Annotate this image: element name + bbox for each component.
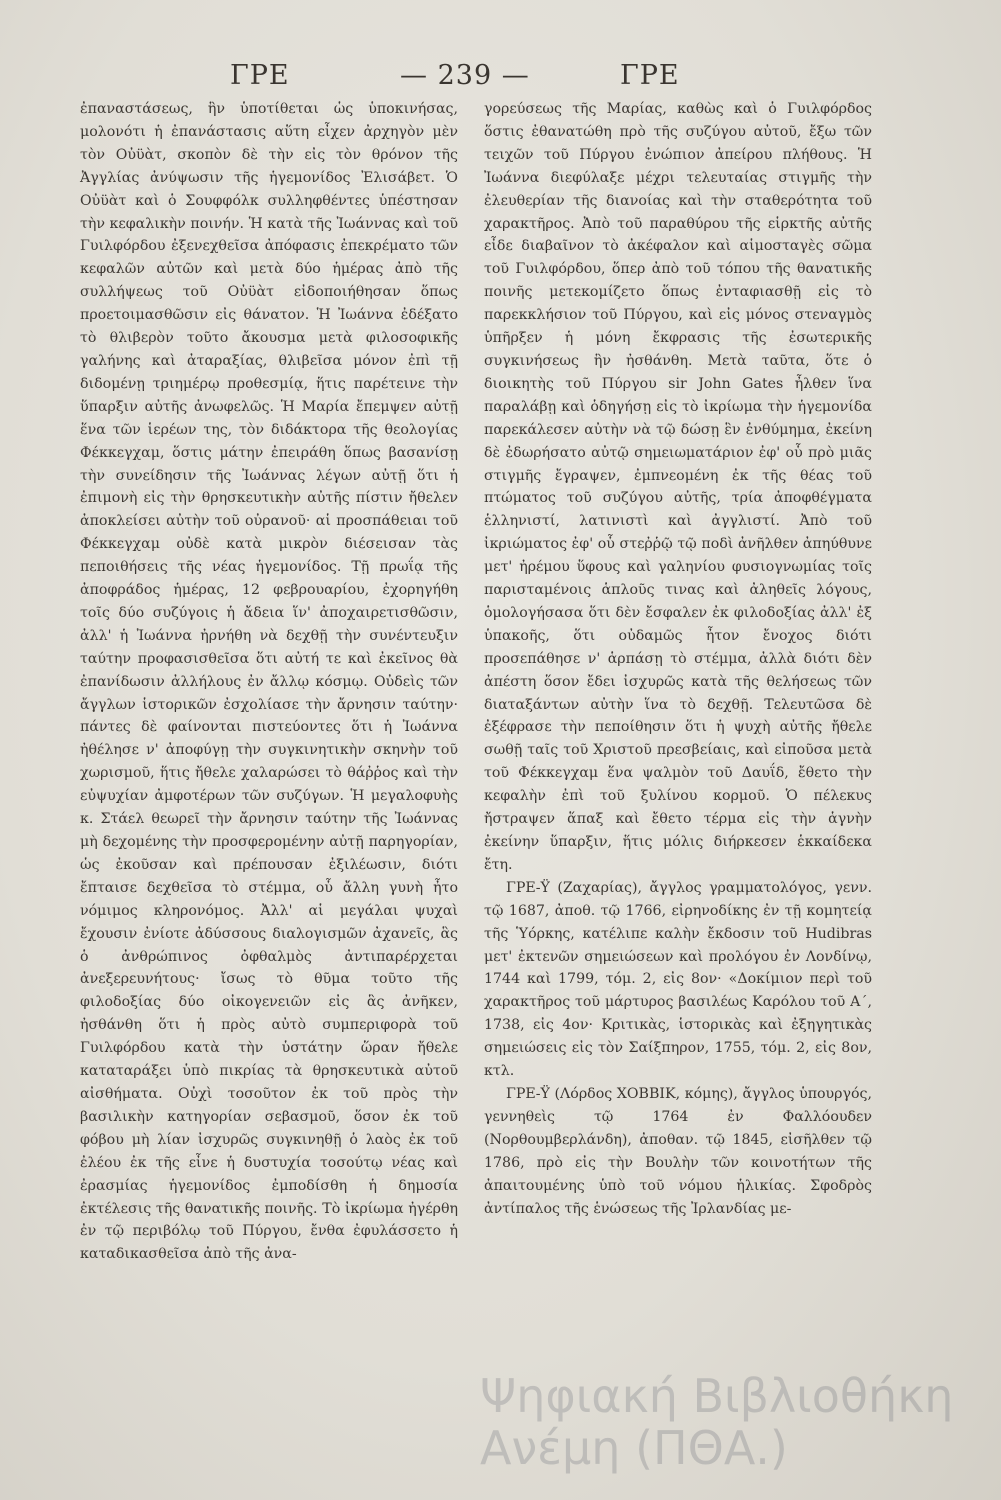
page-number: — 239 —: [400, 60, 530, 91]
header-right-keyword: ΓΡΕ: [620, 60, 680, 91]
left-column-paragraph: ἐπαναστάσεως, ἣν ὑποτίθεται ὡς ὑποκινήσας, μολονότι ἡ ἐπανάστασις αὕτη εἶχεν ἀρχηγὸν μὲν τὸν Οὐϋὰτ, σκοπὸν δὲ τὴν εἰς τὸν θρόνον τῆς Ἀγγλίας ἀνύψωσιν τῆς ἡγεμονίδος Ἐλισάβετ. Ὁ Οὐϋὰτ καὶ ὁ Σουφφόλκ συλληφθέντες ὑπέστησαν τὴν κεφαλικὴν ποινήν. Ἡ κατὰ τῆς Ἰωάννας καὶ τοῦ Γυιλφόρδου ἐξενεχθεῖσα ἀπόφασις ἐπεκρέματο τῶν κεφαλῶν αὐτῶν καὶ μετὰ δύο ἡμέρας ἀπὸ τῆς συλλήψεως τοῦ Οὐϋὰτ εἰδοποιήθησαν ὅπως προετοιμασθῶσιν εἰς θάνατον. Ἡ Ἰωάννα ἐδέξατο τὸ θλιβερὸν τοῦτο ἄκουσμα μετὰ φιλοσοφικῆς γαλήνης καὶ ἀταραξίας, θλιβεῖσα μόνον ἐπὶ τῇ διδομένῃ τριημέρῳ προθεσμίᾳ, ἥτις παρέτεινε τὴν ὕπαρξιν αὐτῆς ἀνωφελῶς. Ἡ Μαρία ἔπεμψεν αὐτῇ ἕνα τῶν ἱερέων της, τὸν διδάκτορα τῆς θεολογίας Φέκκεγχαμ, ὅστις μάτην ἐπειράθη ὅπως βασανίσῃ τὴν συνείδησιν τῆς Ἰωάννας λέγων αὐτῇ ὅτι ἡ ἐπιμονὴ εἰς τὴν θρησκευτικὴν αὐτῆς πίστιν ἤθελεν ἀποκλείσει αὐτὴν τοῦ οὐρανοῦ· αἱ προσπάθειαι τοῦ Φέκκεγχαμ οὐδὲ κατὰ μικρὸν διέσεισαν τὰς πεποιθήσεις τῆς νέας ἡγεμονίδος. Τῇ πρωΐᾳ τῆς ἀποφράδος ἡμέρας, 12 φεβρουαρίου, ἐχορηγήθη τοῖς δύο συζύγοις ἡ ἄδεια ἵν' ἀποχαιρετισθῶσιν, ἀλλ' ἡ Ἰωάννα ἠρνήθη νὰ δεχθῇ τὴν συνέντευξιν ταύτην προφασισθεῖσα ὅτι αὐτή τε καὶ ἐκεῖνος θὰ ἐπανίδωσιν ἀλλήλους ἐν ἄλλῳ κόσμῳ. Οὐδεὶς τῶν ἄγγλων ἱστορικῶν ἐσχολίασε τὴν ἄρνησιν ταύτην· πάντες δὲ φαίνονται πιστεύοντες ὅτι ἡ Ἰωάννα ἠθέλησε ν' ἀποφύγῃ τὴν συγκινητικὴν σκηνὴν τοῦ χωρισμοῦ, ἥτις ἤθελε χαλαρώσει τὸ θάῤῥος καὶ τὴν εὐψυχίαν ἀμφοτέρων τῶν συζύγων. Ἡ μεγαλοφυὴς κ. Στάελ θεωρεῖ τὴν ἄρνησιν ταύτην τῆς Ἰωάννας μὴ δεχομένης τὴν προσφερομένην αὐτῇ παρηγορίαν, ὡς ἐκοῦσαν καὶ πρέπουσαν ἐξιλέωσιν, διότι ἔπταισε δεχθεῖσα τὸ στέμμα, οὗ ἄλλη γυνὴ ἦτο νόμιμος κληρονόμος. Ἀλλ' αἱ μεγάλαι ψυχαὶ ἔχουσιν ἐνίοτε ἀδύσσους διαλογισμῶν ἀχανεῖς, ἃς ὁ ἀνθρώπινος ὀφθαλμὸς ἀντιπαρέρχεται ἀνεξερευνήτους· ἴσως τὸ θῦμα τοῦτο τῆς φιλοδοξίας δύο οἰκογενειῶν εἰς ἃς ἀνῆκεν, ἠσθάνθη ὅτι ἡ πρὸς αὐτὸ συμπεριφορὰ τοῦ Γυιλφόρδου κατὰ τὴν ὑστάτην ὥραν ἤθελε καταταράξει ὑπὸ πικρίας τὰ θρησκευτικὰ αὐτοῦ αἰσθήματα. Οὐχὶ τοσοῦτον ἐκ τοῦ πρὸς τὴν βασιλικὴν κατηγορίαν σεβασμοῦ, ὅσον ἐκ τοῦ φόβου μὴ λίαν ἰσχυρῶς συγκινηθῇ ὁ λαὸς ἐκ τοῦ ἐλέου ἐκ τῆς εἶνε ἡ δυστυχία τοσούτῳ νέας καὶ ἐρασμίας ἡγεμονίδος ἐμποδίσθη ἡ δημοσία ἐκτέλεσις τῆς θανατικῆς ποινῆς. Τὸ ἰκρίωμα ἠγέρθη ἐν τῷ περιβόλῳ τοῦ Πύργου, ἔνθα ἐφυλάσσετο ἡ καταδικασθεῖσα ἀπὸ τῆς ἀνα-: [80, 101, 458, 1263]
entry-grey-zacharias: ΓΡΕ-Ϋ (Ζαχαρίας), ἄγγλος γραμματολόγος, γενν. τῷ 1687, ἀποθ. τῷ 1766, εἰρηνοδίκης ἐν τῇ κομητείᾳ τῆς Ὑόρκης, κατέλιπε καλὴν ἔκδοσιν τοῦ Hudibras μετ' ἐκτενῶν σημειώσεων καὶ προλόγου ἐν Λονδίνῳ, 1744 καὶ 1799, τόμ. 2, εἰς 8ον· «Δοκίμιον περὶ τοῦ χαρακτῆρος τοῦ μάρτυρος βασιλέως Καρόλου τοῦ Α΄, 1738, εἰς 4ον· Κριτικὰς, ἱστορικὰς καὶ ἐξηγητικὰς σημειώσεις εἰς τὸν Σαίξπηρον, 1755, τόμ. 2, εἰς 8ον, κτλ.: [484, 879, 872, 1080]
right-text-column: [484, 98, 872, 1220]
left-text-column: [80, 98, 458, 1266]
right-column-paragraph: γορεύσεως τῆς Μαρίας, καθὼς καὶ ὁ Γυιλφόρδος ὅστις ἐθανατώθη πρὸ τῆς συζύγου αὐτοῦ, ἔξω τῶν τειχῶν τοῦ Πύργου ἐνώπιον ἀπείρου πλήθους. Ἡ Ἰωάννα διεφύλαξε μέχρι τελευταίας στιγμῆς τὴν ἐλευθερίαν τῆς διανοίας καὶ τὴν σταθερότητα τοῦ χαρακτῆρος. Ἀπὸ τοῦ παραθύρου τῆς εἱρκτῆς αὐτῆς εἶδε διαβαῖνον τὸ ἀκέφαλον καὶ αἱμοσταγὲς σῶμα τοῦ Γυιλφόρδου, ὅπερ ἀπὸ τοῦ τόπου τῆς θανατικῆς ποινῆς μετεκομίζετο ὅπως ἐνταφιασθῇ εἰς τὸ παρεκκλήσιον τοῦ Πύργου, καὶ εἰς μόνος στεναγμὸς ὑπῆρξεν ἡ μόνη ἔκφρασις τῆς ἐσωτερικῆς συγκινήσεως ἣν ἠσθάνθη. Μετὰ ταῦτα, ὅτε ὁ διοικητὴς τοῦ Πύργου sir John Gates ἦλθεν ἵνα παραλάβῃ καὶ ὁδηγήσῃ εἰς τὸ ἰκρίωμα τὴν ἡγεμονίδα παρεκάλεσεν αὐτὴν νὰ τῷ δώσῃ ἓν ἐνθύμημα, ἐκείνη δὲ ἐδωρήσατο αὐτῷ σημειωματάριον ἐφ' οὗ πρὸ μιᾶς στιγμῆς ἔγραψεν, ἐμπνεομένη ἐκ τῆς θέας τοῦ πτώματος τοῦ συζύγου αὐτῆς, τρία ἀποφθέγματα ἑλληνιστί, λατινιστὶ καὶ ἀγγλιστί. Ἀπὸ τοῦ ἰκριώματος ἐφ' οὗ στεῤῥῷ τῷ ποδὶ ἀνῆλθεν ἀπηύθυνε μετ' ἠρέμου ὕφους καὶ γαληνίου φυσιογνωμίας τοῖς παρισταμένοις ἁπλοῦς τινας καὶ ἀληθεῖς λόγους, ὁμολογήσασα ὅτι δὲν ἔσφαλεν ἐκ φιλοδοξίας ἀλλ' ἐξ ὑπακοῆς, ὅτι οὐδαμῶς ἦτον ἔνοχος διότι προσεπάθησε ν' ἁρπάσῃ τὸ στέμμα, ἀλλὰ διότι δὲν ἀπέστη ὅσον ἔδει ἰσχυρῶς κατὰ τῆς θελήσεως τῶν διαταξάντων αὐτὴν ἵνα τὸ δεχθῇ. Τελευτῶσα δὲ ἐξέφρασε τὴν πεποίθησιν ὅτι ἡ ψυχὴ αὐτῆς ἤθελε σωθῇ ταῖς τοῦ Χριστοῦ πρεσβείαις, καὶ εἰποῦσα μετὰ τοῦ Φέκκεγχαμ ἕνα ψαλμὸν τοῦ Δαυΐδ, ἔθετο τὴν κεφαλὴν ἐπὶ τοῦ ξυλίνου κορμοῦ. Ὁ πέλεκυς ἤστραψεν ἅπαξ καὶ ἔθετο τέρμα εἰς τὴν ἁγνὴν ἐκείνην ὕπαρξιν, ἥτις μόλις διήρκεσεν ἑκκαίδεκα ἔτη.: [484, 101, 872, 873]
entry-grey-howick: ΓΡΕ-Ϋ (Λόρδος ΧΟΒΒΙΚ, κόμης), ἄγγλος ὑπουργός, γεννηθεὶς τῷ 1764 ἐν Φαλλόουδεν (Νορθουμβερλάνδη), ἀποθαν. τῷ 1845, εἰσῆλθεν τῷ 1786, πρὸ εἰς τὴν Βουλὴν τῶν κοινοτήτων τῆς ἀπαιτουμένης ὑπὸ τοῦ νόμου ἡλικίας. Σφοδρὸς ἀντίπαλος τῆς ἑνώσεως τῆς Ἰρλανδίας με-: [484, 1085, 872, 1217]
library-watermark: [480, 1370, 980, 1474]
watermark-line: Ψηφιακή Βιβλιοθήκη: [480, 1369, 954, 1423]
header-left-keyword: ΓΡΕ: [230, 60, 290, 91]
running-header: [0, 56, 1001, 96]
watermark-line: Ανέμη (ΠΘΑ.): [480, 1421, 788, 1475]
